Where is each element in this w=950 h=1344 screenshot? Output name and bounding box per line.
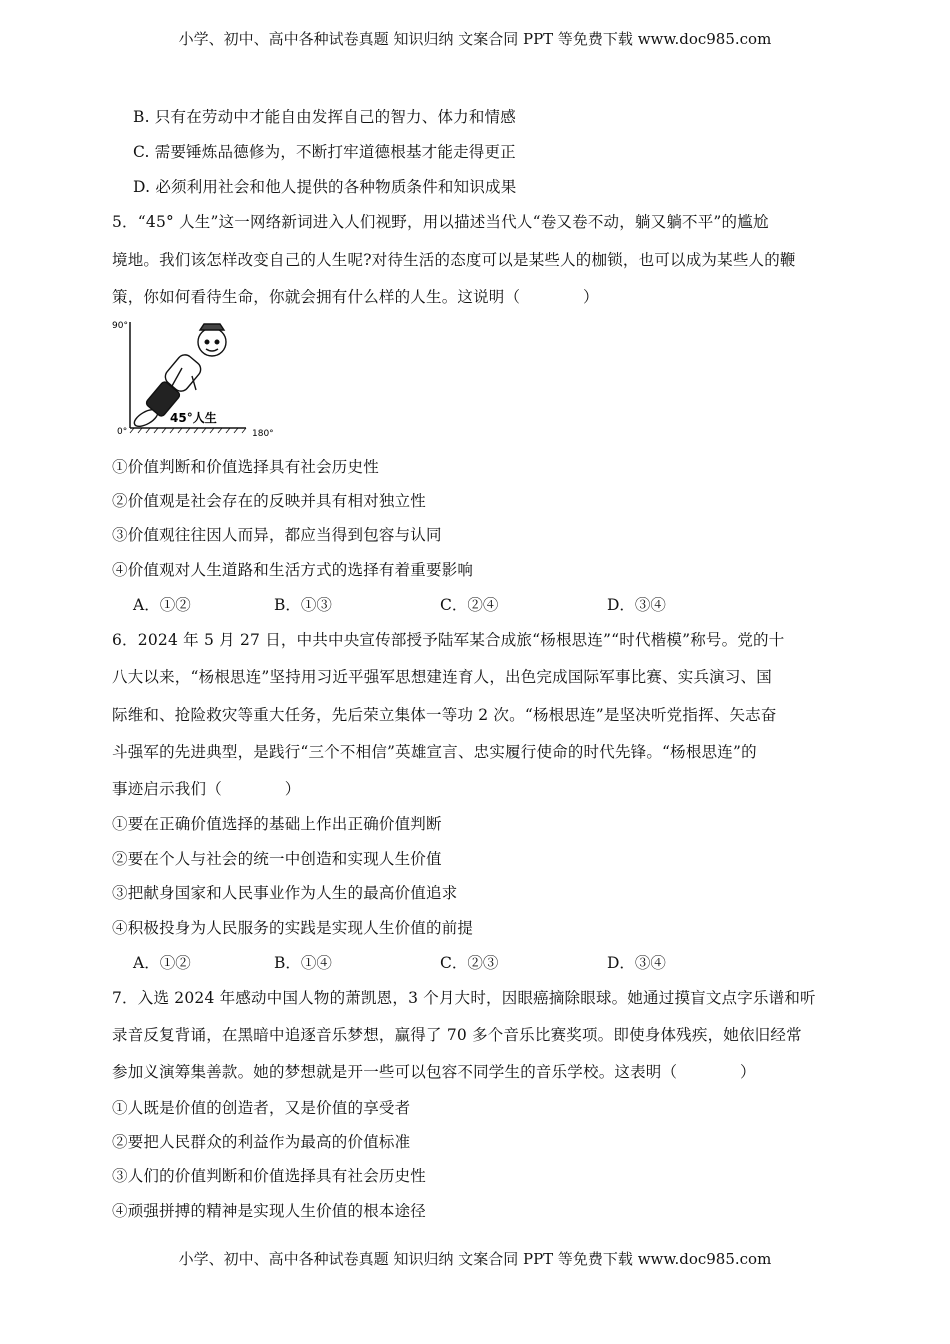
q6-item-4: ④积极投身为人民服务的实践是实现人生价值的前提 (112, 919, 474, 937)
q5-item-1: ①价值判断和价值选择具有社会历史性 (112, 458, 379, 476)
q7-stem-line-3: 参加义演筹集善款。她的梦想就是开一些可以包容不同学生的音乐学校。这表明（ ） (112, 1063, 756, 1081)
q6-option-d: D．③④ (607, 954, 666, 972)
page-header: 小学、初中、高中各种试卷真题 知识归纳 文案合同 PPT 等免费下载 www.doc985.com (178, 30, 772, 48)
q6-stem-line-4: 斗强军的先进典型，是践行“三个不相信”英雄宣言、忠实履行使命的时代先锋。“杨根思连”的 (112, 743, 757, 761)
q6-option-a: A．①② (133, 954, 191, 972)
q5-figure-45-degree-life (112, 318, 282, 442)
q5-stem-line-1: 5．“45° 人生”这一网络新词进入人们视野，用以描述当代人“卷又卷不动，躺又躺不平”的尴尬 (112, 213, 769, 231)
q4-option-b: B. 只有在劳动中才能自由发挥自己的智力、体力和情感 (133, 108, 516, 126)
q5-item-3: ③价值观往往因人而异，都应当得到包容与认同 (112, 526, 442, 544)
q6-item-1: ①要在正确价值选择的基础上作出正确价值判断 (112, 815, 442, 833)
page-footer: 小学、初中、高中各种试卷真题 知识归纳 文案合同 PPT 等免费下载 www.doc985.com (178, 1250, 772, 1268)
q6-stem-line-2: 八大以来，“杨根思连”坚持用习近平强军思想建连育人，出色完成国际军事比赛、实兵演习、国 (112, 668, 772, 686)
q6-stem-line-3: 际维和、抢险救灾等重大任务，先后荣立集体一等功 2 次。“杨根思连”是坚决听党指挥、矢志奋 (112, 706, 777, 724)
q6-option-c: C．②③ (440, 954, 499, 972)
q7-item-4: ④顽强拼搏的精神是实现人生价值的根本途径 (112, 1202, 427, 1220)
q6-item-3: ③把献身国家和人民事业作为人生的最高价值追求 (112, 884, 458, 902)
q7-item-1: ①人既是价值的创造者，又是价值的享受者 (112, 1099, 411, 1117)
figure-caption: 45°人生 (170, 411, 217, 425)
q5-option-b: B．①③ (274, 596, 332, 614)
q4-option-c: C. 需要锤炼品德修为，不断打牢道德根基才能走得更正 (133, 143, 516, 161)
q5-stem-line-3: 策，你如何看待生命，你就会拥有什么样的人生。这说明（ ） (112, 288, 599, 306)
q6-item-2: ②要在个人与社会的统一中创造和实现人生价值 (112, 850, 442, 868)
q5-option-d: D．③④ (607, 596, 666, 614)
q7-item-2: ②要把人民群众的利益作为最高的价值标准 (112, 1133, 411, 1151)
figure-label-90: 90° (112, 321, 128, 331)
figure-label-180: 180° (252, 429, 274, 439)
figure-label-0: 0° (117, 427, 128, 437)
q5-option-c: C．②④ (440, 596, 499, 614)
q5-item-2: ②价值观是社会存在的反映并具有相对独立性 (112, 492, 427, 510)
q7-stem-line-1: 7．入选 2024 年感动中国人物的萧凯恩，3 个月大时，因眼癌摘除眼球。她通过摸盲文点字乐谱和听 (112, 989, 816, 1007)
q7-item-3: ③人们的价值判断和价值选择具有社会历史性 (112, 1167, 427, 1185)
q6-stem-line-1: 6．2024 年 5 月 27 日，中共中央宣传部授予陆军某合成旅“杨根思连”“时代楷模”称号。党的十 (112, 631, 785, 649)
q7-stem-line-2: 录音反复背诵，在黑暗中追逐音乐梦想，赢得了 70 多个音乐比赛奖项。即使身体残疾，她依旧经常 (112, 1026, 802, 1044)
q5-option-a: A．①② (133, 596, 191, 614)
q4-option-d: D. 必须利用社会和他人提供的各种物质条件和知识成果 (133, 178, 517, 196)
q6-stem-line-5: 事迹启示我们（ ） (112, 780, 301, 798)
q5-stem-line-2: 境地。我们该怎样改变自己的人生呢?对待生活的态度可以是某些人的枷锁，也可以成为某些人的鞭 (112, 251, 796, 269)
q6-option-b: B．①④ (274, 954, 332, 972)
q5-item-4: ④价值观对人生道路和生活方式的选择有着重要影响 (112, 561, 474, 579)
